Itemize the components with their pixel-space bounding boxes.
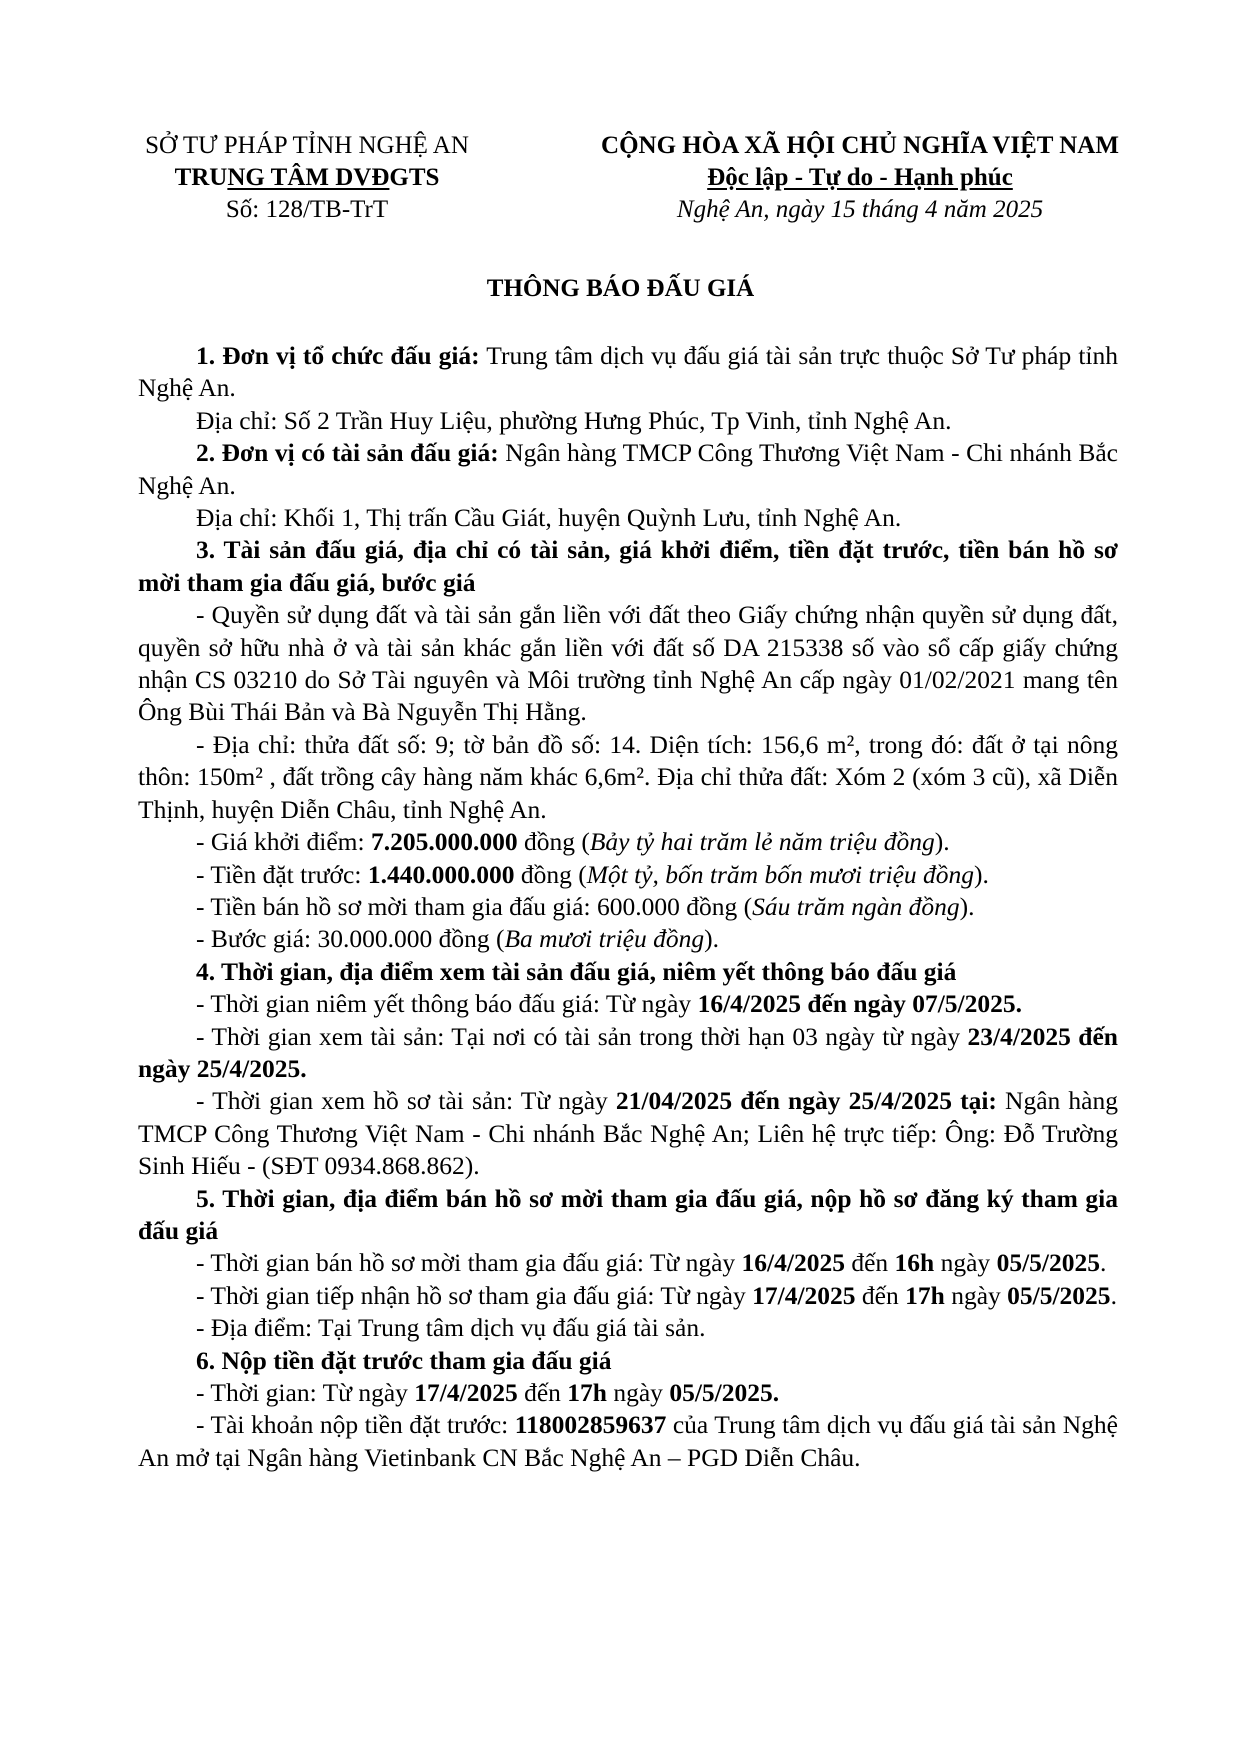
text: ngày [934,1248,997,1278]
dossier-receipt-period [138,1280,1118,1312]
text: của Trung tâm dịch vụ đấu giá tài sản Nghệ An mở tại Ngân hàng Vietinbank CN Bắc Nghệ An – PGD Diễn Châu. [138,1410,1118,1472]
date: 16/4/2025 [741,1248,845,1278]
section-2-address: Địa chỉ: Khối 1, Thị trấn Cầu Giát, huyện Quỳnh Lưu, tỉnh Nghệ An. [196,503,902,533]
issuer-center-part: GTS [389,164,440,191]
text: - Tài khoản nộp tiền đặt trước: [196,1410,515,1440]
bid-step [138,923,1118,955]
deposit-period [138,1377,1118,1409]
account-number: 118002859637 [514,1410,667,1440]
section-4-heading [138,956,1118,988]
section-heading: 1. Đơn vị tổ chức đấu giá: [196,341,480,370]
document-number: Số: 128/TB-TrT [225,196,389,223]
text: - Thời gian: Từ ngày [196,1378,415,1407]
section-heading: 3. Tài sản đấu giá, địa chỉ có tài sản, giá khởi điểm, tiền đặt trước, tiền bán hồ sơ mời tham gia đấu giá, bước giá [138,535,1118,597]
text: - Thời gian tiếp nhận hồ sơ tham gia đấu giá: Từ ngày [196,1280,753,1310]
value: 16/4/2025 đến ngày 07/5/2025. [697,989,1023,1019]
national-motto: Độc lập - Tự do - Hạnh phúc [707,164,1013,191]
section-5-heading [138,1183,1118,1248]
dossier-sale-period [138,1247,1118,1279]
place-date: Nghệ An, ngày 15 tháng 4 năm 2025 [676,196,1044,223]
section-3-heading [138,534,1118,599]
dossier-place: - Địa điểm: Tại Trung tâm dịch vụ đấu giá tài sản. [196,1313,706,1343]
punct: ). [974,859,989,889]
asset-location: - Địa chỉ: thửa đất số: 9; tờ bản đồ số: 14. Diện tích: 156,6 m², trong đó: đất ở tại nông thôn: 150m² , đất trồng cây hàng năm khác 6,6m². Địa chỉ thửa đất: Xóm 2 (xóm 3 cũ), xã Diễn Thịnh, huyện Diễn Châu, tỉnh Nghệ An. [138,729,1118,824]
value: 23/4/2025 đến ngày 25/4/2025. [138,1021,1118,1083]
punct: ). [704,924,719,954]
label: - Giá khởi điểm: [196,827,371,857]
unit: đồng ( [517,827,590,857]
issuer-center-part: TRU [174,164,228,191]
section-2 [138,437,1118,502]
value: 1.440.000.000 [367,859,515,889]
document-title: THÔNG BÁO ĐẤU GIÁ [486,275,755,302]
issuer-block [108,130,506,226]
document-viewing-period [138,1085,1118,1182]
time: 17h [567,1378,607,1407]
text: ngày [944,1280,1008,1310]
punct: . [1110,1280,1117,1310]
deposit-account [138,1409,1118,1474]
punct: ). [934,827,950,857]
date: 17/4/2025 [414,1378,518,1407]
label: - Tiền đặt trước: [196,859,368,889]
text: đến [844,1248,895,1278]
deposit [138,859,1118,891]
label: - Bước giá: 30.000.000 đồng ( [196,924,505,954]
section-1 [138,340,1118,405]
value: 7.205.000.000 [370,827,518,857]
section-heading: 5. Thời gian, địa điểm bán hồ sơ mời tham gia đấu giá, nộp hồ sơ đăng ký tham gia đấu giá [138,1183,1118,1245]
section-text: Ngân hàng TMCP Công Thương Việt Nam - Chi nhánh Bắc Nghệ An. [138,438,1118,500]
value: 21/04/2025 đến ngày 25/4/2025 tại: [615,1086,997,1116]
date: 05/5/2025 [996,1248,1100,1278]
text: đến [517,1378,568,1407]
text: ngày [606,1378,670,1407]
punct: ). [959,891,975,921]
section-6-heading [138,1345,1118,1377]
section-heading: 2. Đơn vị có tài sản đấu giá: [196,438,499,468]
posting-period [138,988,1118,1020]
value-in-words: Bảy tỷ hai trăm lẻ năm triệu đồng [589,827,935,857]
time: 16h [894,1248,935,1278]
value-in-words: Sáu trăm ngàn đồng [752,891,960,921]
section-heading: 6. Nộp tiền đặt trước tham gia đấu giá [196,1345,612,1375]
text: Ngân hàng TMCP Công Thương Việt Nam - Chi nhánh Bắc Nghệ An; Liên hệ trực tiếp: Ông: Đỗ Trường Sinh Hiếu - (SĐT 0934.868.862). [138,1086,1118,1181]
issuer-center [108,162,506,194]
unit: đồng ( [514,859,587,889]
dossier-fee [138,891,1118,923]
issuer-center-underlined: NG TÂM DVĐ [227,164,390,191]
label: - Tiền bán hồ sơ mời tham gia đấu giá: 600.000 đồng ( [196,891,753,921]
label: - Thời gian xem tài sản: Tại nơi có tài sản trong thời hạn 03 ngày từ ngày [196,1021,968,1051]
label: - Thời gian xem hồ sơ tài sản: Từ ngày [196,1086,616,1116]
text: đến [855,1280,906,1310]
text: - Thời gian bán hồ sơ mời tham gia đấu giá: Từ ngày [196,1248,742,1278]
date: 17/4/2025 [752,1280,856,1310]
nation-name: CỘNG HÒA XÃ HỘI CHỦ NGHĨA VIỆT NAM [601,132,1119,159]
document-body [138,340,1118,1474]
section-heading: 4. Thời gian, địa điểm xem tài sản đấu giá, niêm yết thông báo đấu giá [196,956,957,986]
date: 05/5/2025 [1007,1280,1111,1310]
national-header [540,130,1180,226]
asset-viewing-period [138,1021,1118,1086]
value-in-words: Một tỷ, bốn trăm bốn mươi triệu đồng [586,859,975,889]
asset-description: - Quyền sử dụng đất và tài sản gắn liền với đất theo Giấy chứng nhận quyền sử dụng đất, quyền sở hữu nhà ở và tài sản khác gắn liền với đất số DA 215338 số vào sổ cấp giấy chứng nhận CS 03210 do Sở Tài nguyên và Môi trường tỉnh Nghệ An cấp ngày 01/02/2021 mang tên Ông Bùi Thái Bản và Bà Nguyễn Thị Hằng. [138,600,1118,727]
date: 05/5/2025. [669,1378,780,1407]
section-text: Trung tâm dịch vụ đấu giá tài sản trực thuộc Sở Tư pháp tỉnh Nghệ An. [138,341,1118,403]
label: - Thời gian niêm yết thông báo đấu giá: Từ ngày [196,989,698,1019]
value-in-words: Ba mươi triệu đồng [504,924,705,954]
time: 17h [905,1280,945,1310]
section-1-address: Địa chỉ: Số 2 Trần Huy Liệu, phường Hưng Phúc, Tp Vinh, tỉnh Nghệ An. [196,405,952,435]
start-price [138,826,1118,858]
issuer-agency: SỞ TƯ PHÁP TỈNH NGHỆ AN [145,132,469,159]
punct: . [1099,1248,1107,1278]
